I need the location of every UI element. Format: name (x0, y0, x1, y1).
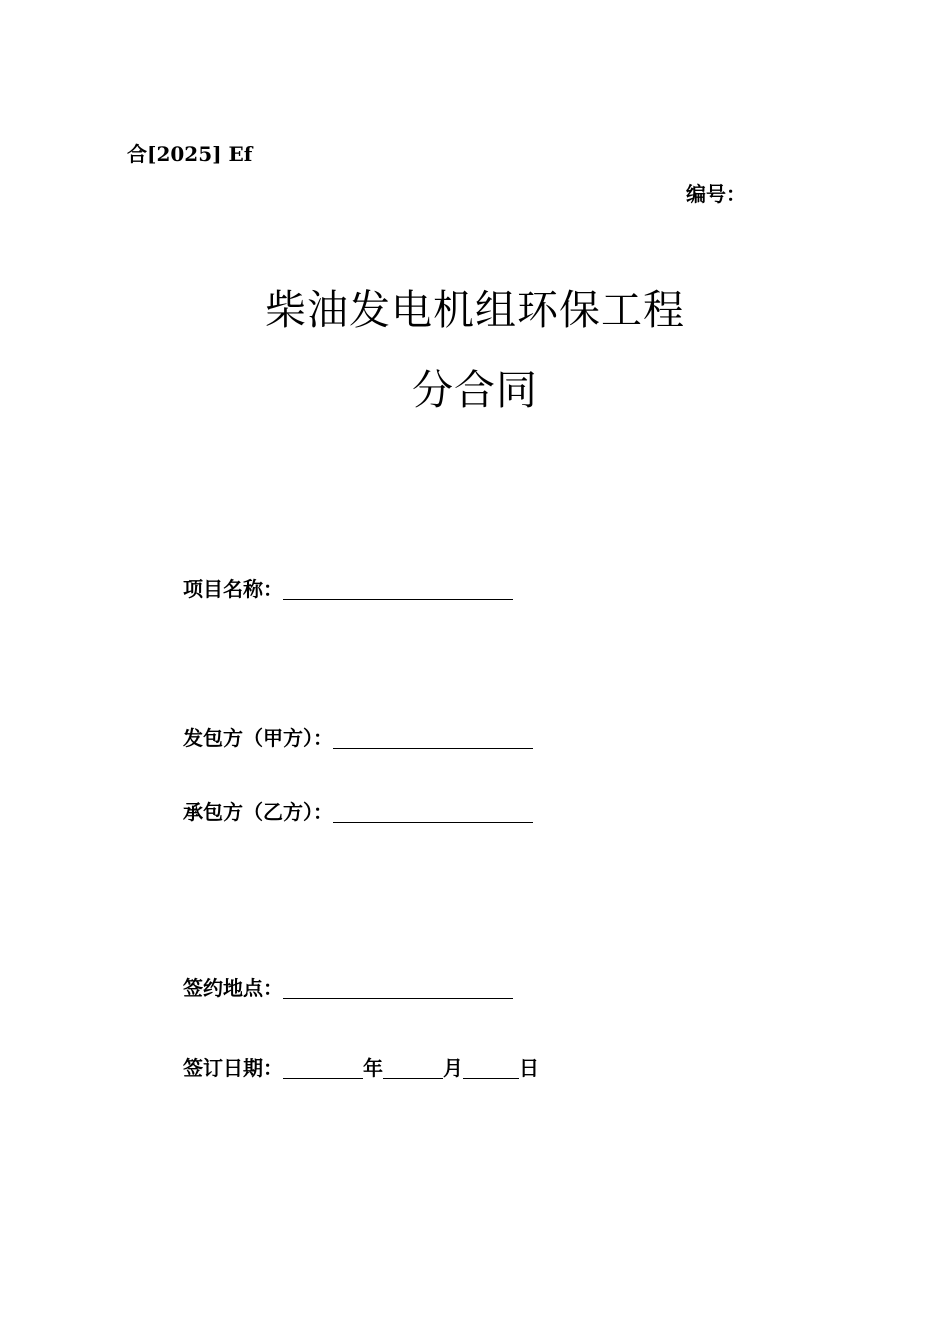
signing-place-blank[interactable] (283, 976, 513, 999)
project-name-field (183, 573, 513, 602)
signing-place-label: 签约地点： (183, 976, 283, 1000)
contract-title: 柴油发电机组环保工程 (265, 286, 685, 334)
month-label: 月 (443, 1056, 463, 1080)
day-label: 日 (519, 1056, 539, 1080)
signing-place-field (183, 972, 513, 1001)
document-code: 合[2025] Ef (127, 142, 253, 166)
party-b-field (183, 796, 533, 825)
year-blank[interactable] (283, 1056, 363, 1079)
project-name-blank[interactable] (283, 577, 513, 600)
party-a-blank[interactable] (333, 726, 533, 749)
party-a-label: 发包方（甲方）： (183, 726, 333, 750)
document-number-label: 编号： (686, 182, 746, 206)
signing-date-label: 签订日期： (183, 1056, 283, 1080)
year-label: 年 (363, 1056, 383, 1080)
signing-date-field (183, 1052, 539, 1081)
contract-subtitle: 分合同 (412, 366, 538, 414)
project-name-label: 项目名称： (183, 577, 283, 601)
party-b-blank[interactable] (333, 800, 533, 823)
party-a-field (183, 722, 533, 751)
party-b-label: 承包方（乙方）： (183, 800, 333, 824)
day-blank[interactable] (463, 1056, 519, 1079)
month-blank[interactable] (383, 1056, 443, 1079)
